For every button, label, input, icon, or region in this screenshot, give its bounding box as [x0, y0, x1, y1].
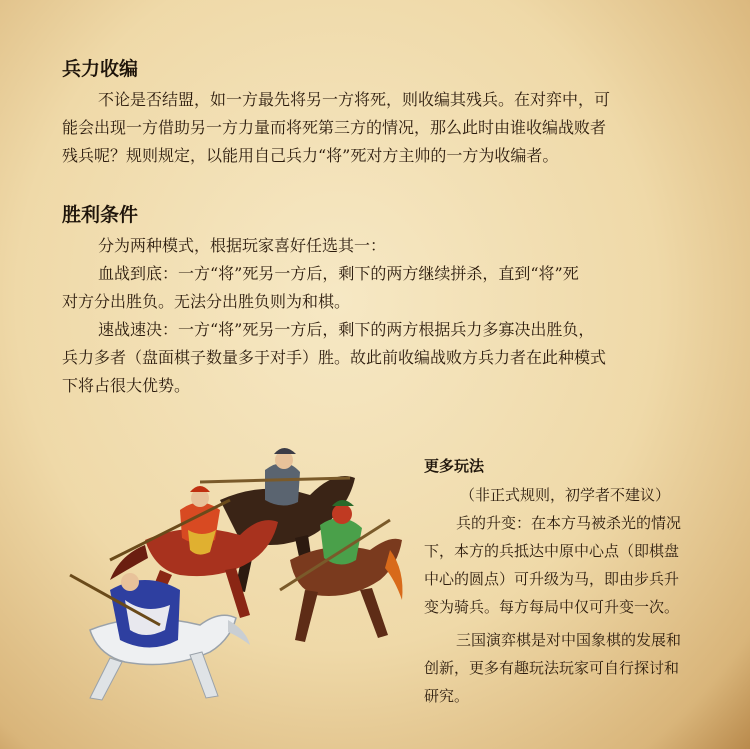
paragraph-line: 能会出现一方借助另一方力量而将死第三方的情况，那么此时由谁收编战败者 — [62, 118, 607, 137]
paragraph-line: （非正式规则，初学者不建议） — [460, 486, 671, 504]
paragraph-line: 残兵呢？规则规定，以能用自己兵力“将”死对方主帅的一方为收编者。 — [62, 146, 559, 165]
paragraph-line: 兵的升变：在本方马被杀光的情况 — [456, 514, 682, 532]
paragraph-line: 不论是否结盟，如一方最先将另一方将死，则收编其残兵。在对弈中，可 — [98, 90, 611, 109]
paragraph-line: 血战到底：一方“将”死另一方后，剩下的两方继续拼杀，直到“将”死 — [98, 264, 579, 283]
paragraph-line: 速战速决：一方“将”死另一方后，剩下的两方根据兵力多寡决出胜负， — [98, 320, 595, 339]
section-title-more-gameplay: 更多玩法 — [424, 457, 485, 475]
paragraph-line: 中心的圆点）可升级为马，即由步兵升 — [424, 570, 680, 588]
paragraph-line: 研究。 — [424, 687, 470, 705]
paragraph-line: 下，本方的兵抵达中原中心点（即棋盘 — [424, 542, 680, 560]
paragraph-line: 对方分出胜负。无法分出胜负则为和棋。 — [62, 292, 351, 311]
blue-rider-icon — [70, 573, 180, 648]
section-title-troop-absorption: 兵力收编 — [62, 58, 139, 80]
paragraph-line: 变为骑兵。每方每局中仅可升变一次。 — [424, 598, 680, 616]
cavalry-battle-illustration — [50, 440, 410, 705]
paragraph-line: 三国演弈棋是对中国象棋的发展和 — [456, 631, 682, 649]
paragraph-line: 创新，更多有趣玩法玩家可自行探讨和 — [424, 659, 680, 677]
section-title-victory-conditions: 胜利条件 — [62, 204, 139, 226]
paragraph-line: 下将占很大优势。 — [62, 376, 191, 395]
paragraph-line: 分为两种模式，根据玩家喜好任选其一： — [98, 236, 387, 255]
paragraph-line: 兵力多者（盘面棋子数量多于对手）胜。故此前收编战败方兵力者在此种模式 — [62, 348, 607, 367]
